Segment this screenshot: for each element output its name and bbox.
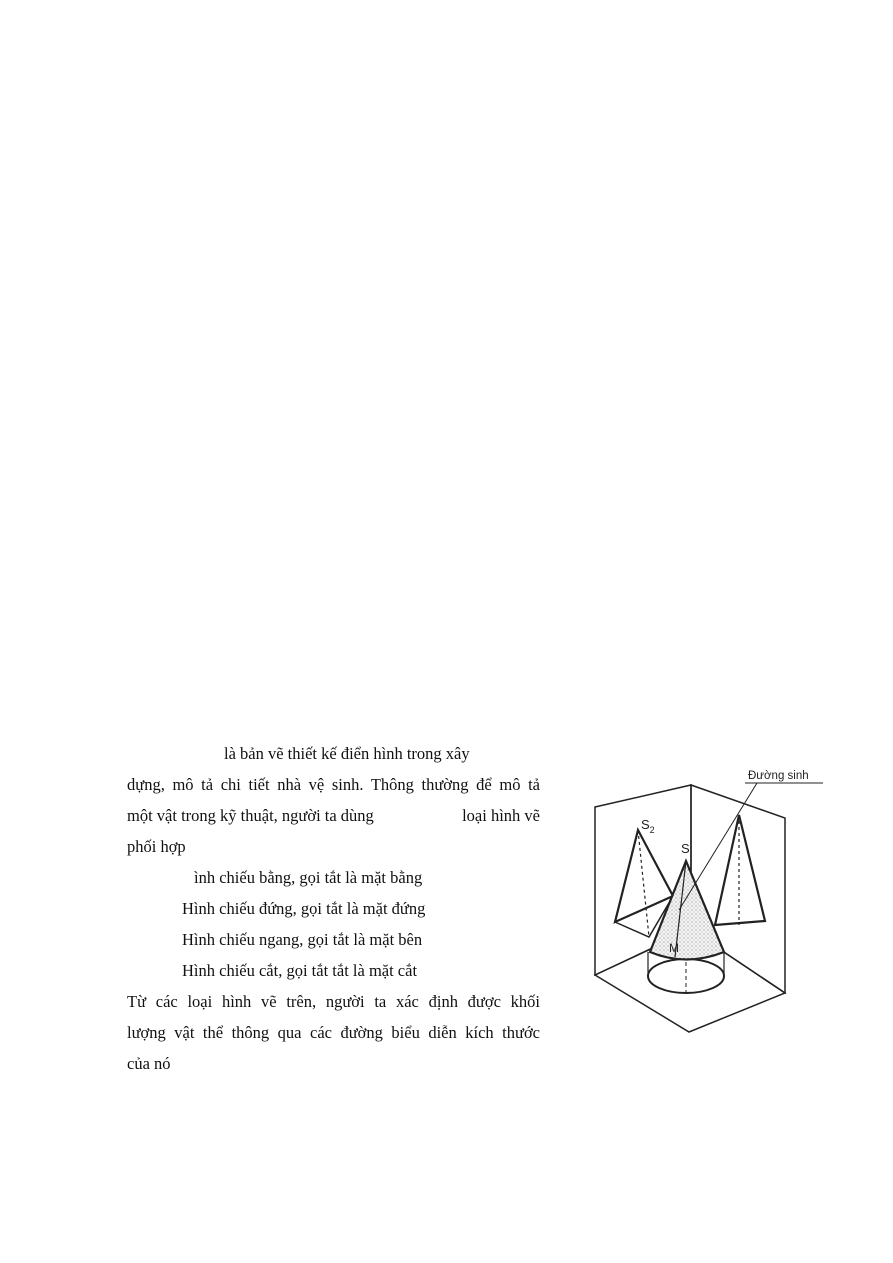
cone-projection-diagram	[575, 745, 823, 1037]
paragraph-line-4: phối hợp	[127, 837, 186, 856]
generatrix-label: Đường sinh	[748, 770, 809, 782]
paragraph-line-3	[127, 805, 540, 827]
paragraph-line-3-start: một vật trong kỹ thuật, người ta dùng	[127, 806, 374, 825]
s2-label: $S_2$	[641, 817, 655, 835]
paragraph-line-3-end: loại hình vẽ	[462, 806, 540, 825]
paragraph-line-1: là bản vẽ thiết kế điển hình trong xây	[224, 744, 470, 763]
list-item-4: Hình chiếu cắt, gọi tắt tắt là mặt cắt	[182, 961, 418, 980]
list-item-3: Hình chiếu ngang, gọi tắt là mặt bên	[182, 930, 423, 949]
right-plane-triangle-projection	[715, 815, 765, 925]
paragraph-line-2: dựng, mô tả chi tiết nhà vệ sinh. Thông thường để mô tả	[127, 775, 540, 794]
conclusion-line-3: của nó	[127, 1054, 171, 1073]
point-m-label: M	[669, 941, 679, 955]
list-item-2: Hình chiếu đứng, gọi tắt là mặt đứng	[182, 899, 426, 918]
apex-s-label: S	[681, 841, 690, 856]
conclusion-line-2: lượng vật thể thông qua các đường biểu diễn kích thước	[127, 1023, 540, 1042]
list-item-1: ình chiếu bằng, gọi tắt là mặt bằng	[194, 868, 423, 887]
conclusion-line-1: Từ các loại hình vẽ trên, người ta xác định được khối	[127, 992, 540, 1011]
projection-figure	[575, 745, 823, 1037]
